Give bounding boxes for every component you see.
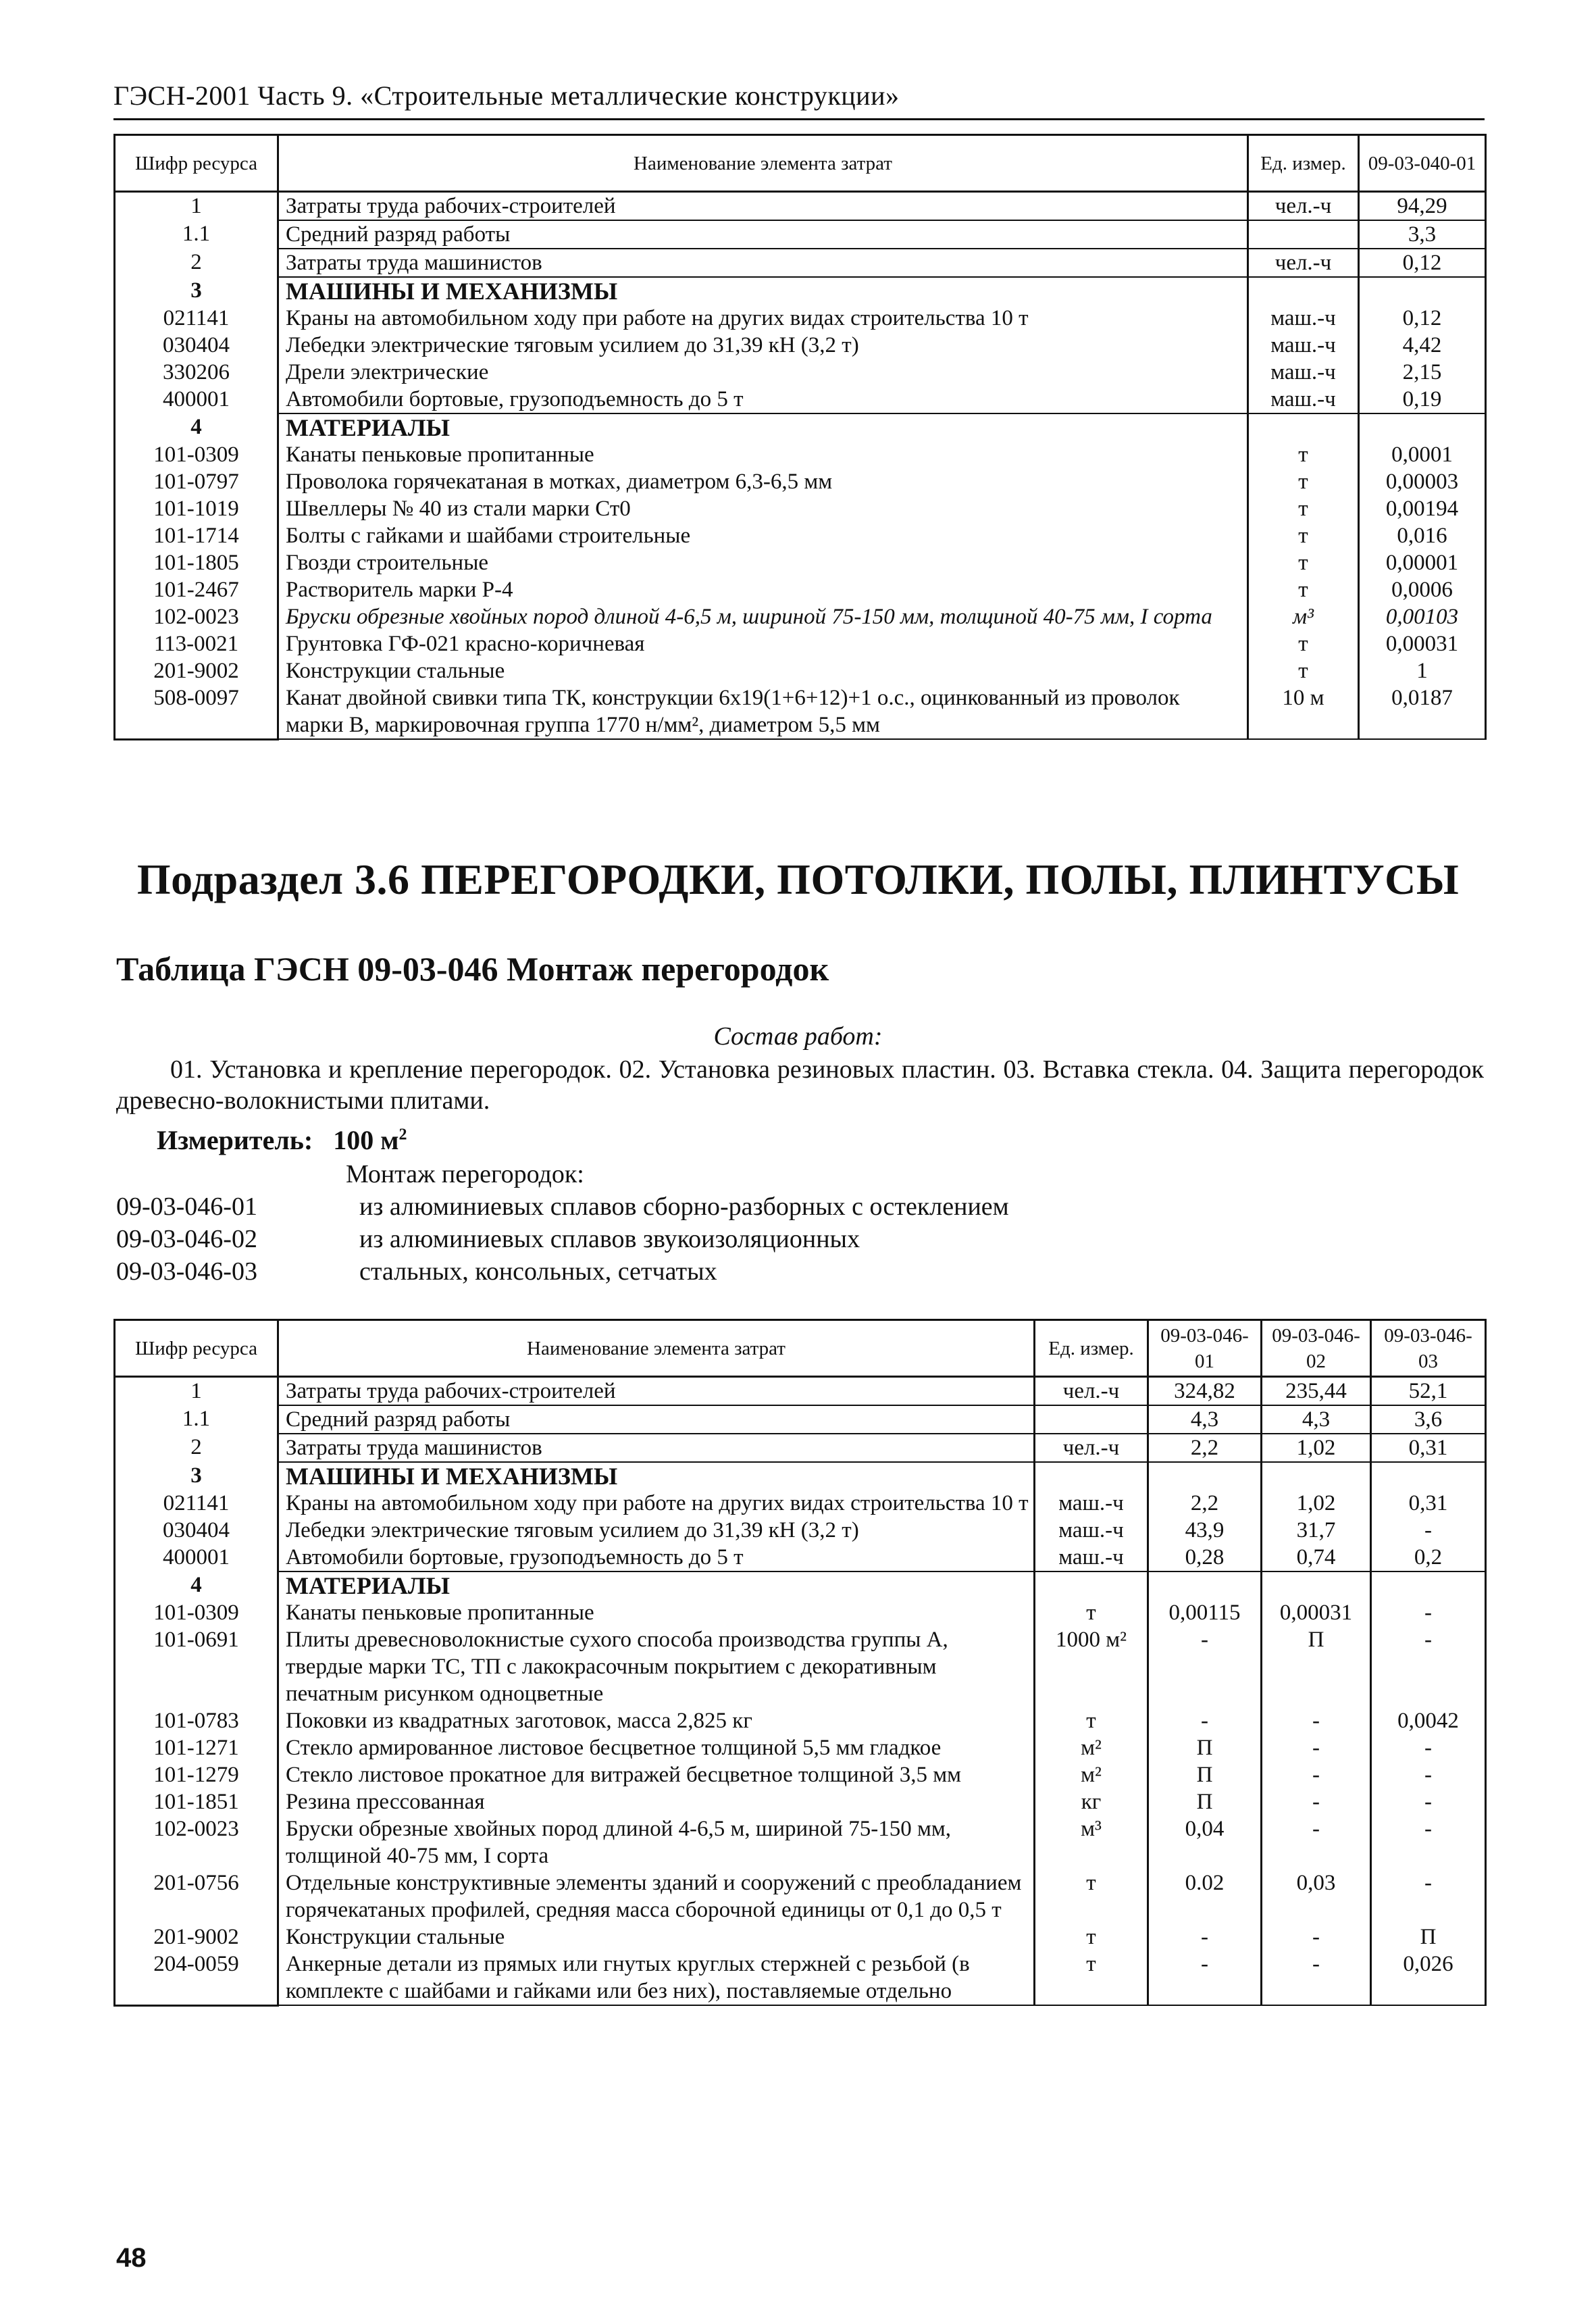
resource-name: Затраты труда рабочих-строителей [278,1377,1035,1406]
resource-name: Затраты труда рабочих-строителей [278,192,1248,221]
resource-value: 0,28 [1148,1544,1262,1571]
resource-name: Конструкции стальные [278,1923,1035,1951]
resource-value: 94,29 [1359,192,1486,221]
resource-unit: 1000 м² [1035,1626,1148,1707]
table-row [115,441,1486,468]
resource-code: 101-0691 [115,1626,278,1707]
table-row [115,220,1486,249]
table-row [115,1626,1486,1707]
table-row [115,1571,1486,1599]
izmeritel-sup: 2 [398,1126,407,1144]
resource-unit: т [1248,630,1359,657]
resource-value: 0,31 [1371,1434,1486,1462]
resource-code: 2 [115,249,278,277]
resource-value: 0,19 [1359,386,1486,413]
resource-value: 31,7 [1262,1517,1371,1544]
table-row [115,359,1486,386]
resource-name: Отдельные конструктивные элементы зданий и сооружений с преобладанием горячекатаных профилей, средняя масса сборочной единицы от 0,1 до 0,5 т [278,1869,1035,1923]
resource-name: Резина прессованная [278,1788,1035,1815]
page-number: 48 [116,2243,147,2273]
resource-value: 0,00001 [1359,549,1486,576]
column-header: 09-03-046-03 [1371,1320,1486,1377]
resource-name: Затраты труда машинистов [278,249,1248,277]
resource-value: - [1262,1734,1371,1761]
resource-value: 2,15 [1359,359,1486,386]
resource-code: 101-1271 [115,1734,278,1761]
resource-value: - [1371,1734,1486,1761]
resource-value: 0,2 [1371,1544,1486,1571]
resource-value: 4,3 [1262,1405,1371,1434]
table-row [115,1517,1486,1544]
resource-value: 0,00194 [1359,495,1486,522]
resource-unit [1035,1462,1148,1490]
resource-value: - [1148,1923,1262,1951]
resource-unit: т [1248,495,1359,522]
resource-unit: м³ [1035,1815,1148,1869]
resource-code: 102-0023 [115,1815,278,1869]
resource-value: 0,00115 [1148,1599,1262,1626]
resource-code: 113-0021 [115,630,278,657]
resource-unit [1248,413,1359,441]
table-row [115,684,1486,739]
resource-table-040 [113,134,1487,740]
resource-code: 330206 [115,359,278,386]
table-row [115,1434,1486,1462]
resource-unit: т [1035,1869,1148,1923]
resource-value: 0,016 [1359,522,1486,549]
resource-value: 0,12 [1359,249,1486,277]
running-header: ГЭСН-2001 Часть 9. «Строительные металлические конструкции» [113,80,900,111]
resource-value: 0,00031 [1262,1599,1371,1626]
resource-value: - [1262,1707,1371,1734]
table-row [115,576,1486,603]
resource-value: 3,3 [1359,220,1486,249]
resource-value [1359,277,1486,305]
resource-unit: т [1248,468,1359,495]
variant-desc: из алюминиевых сплавов звукоизоляционных [359,1225,860,1253]
resource-name: Автомобили бортовые, грузоподъемность до 5 т [278,1544,1035,1571]
resource-value: 3,6 [1371,1405,1486,1434]
resource-value [1262,1462,1371,1490]
table-row [115,413,1486,441]
resource-value: 2,2 [1148,1434,1262,1462]
column-header: Шифр ресурса [115,135,278,192]
resource-name: Стекло листовое прокатное для витражей бесцветное толщиной 3,5 мм [278,1761,1035,1788]
table-row [115,1815,1486,1869]
resource-value: - [1262,1923,1371,1951]
resource-name: Краны на автомобильном ходу при работе на других видах строительства 10 т [278,1490,1035,1517]
resource-value: 0,00031 [1359,630,1486,657]
resource-code: 400001 [115,1544,278,1571]
table-row [115,522,1486,549]
resource-unit: т [1248,441,1359,468]
resource-name: МАШИНЫ И МЕХАНИЗМЫ [278,277,1248,305]
resource-unit: маш.-ч [1248,332,1359,359]
resource-code: 1 [115,192,278,221]
resource-name: Грунтовка ГФ-021 красно-коричневая [278,630,1248,657]
resource-unit: т [1248,576,1359,603]
table-row [115,1923,1486,1951]
resource-name: Затраты труда машинистов [278,1434,1035,1462]
resource-value [1359,413,1486,441]
resource-value: 324,82 [1148,1377,1262,1406]
resource-code: 101-0783 [115,1707,278,1734]
resource-unit: чел.-ч [1035,1377,1148,1406]
resource-name: МАШИНЫ И МЕХАНИЗМЫ [278,1462,1035,1490]
resource-code: 021141 [115,1490,278,1517]
table-row [115,630,1486,657]
table-row [115,1377,1486,1406]
table-body [115,192,1486,740]
resource-name: Бруски обрезные хвойных пород длиной 4-6,5 м, шириной 75-150 мм, толщиной 40-75 мм, I сорта [278,603,1248,630]
resource-value: - [1371,1517,1486,1544]
column-header: Шифр ресурса [115,1320,278,1377]
table-row [115,332,1486,359]
column-header: Ед. измер. [1035,1320,1148,1377]
table-row [115,386,1486,413]
resource-value: - [1371,1761,1486,1788]
resource-name: Конструкции стальные [278,657,1248,684]
izmeritel-label: Измеритель: [157,1125,313,1155]
resource-code: 201-9002 [115,1923,278,1951]
resource-value: 0,04 [1148,1815,1262,1869]
resource-name: Болты с гайками и шайбами строительные [278,522,1248,549]
resource-code: 400001 [115,386,278,413]
resource-value: 0,0187 [1359,684,1486,739]
resource-unit: чел.-ч [1248,249,1359,277]
resource-unit: т [1035,1923,1148,1951]
resource-value: 43,9 [1148,1517,1262,1544]
header-rule [113,118,1485,120]
resource-name: Автомобили бортовые, грузоподъемность до 5 т [278,386,1248,413]
resource-name: Канаты пеньковые пропитанные [278,441,1248,468]
resource-unit [1035,1405,1148,1434]
column-header: 09-03-040-01 [1359,135,1486,192]
resource-unit: т [1035,1951,1148,2005]
resource-value: 0,0006 [1359,576,1486,603]
resource-value: 0,74 [1262,1544,1371,1571]
resource-unit: маш.-ч [1035,1517,1148,1544]
resource-code: 101-0309 [115,441,278,468]
resource-code: 101-1019 [115,495,278,522]
resource-value: 0,31 [1371,1490,1486,1517]
resource-value: - [1148,1707,1262,1734]
table-row [115,277,1486,305]
resource-unit: маш.-ч [1248,386,1359,413]
variant-code: 09-03-046-03 [116,1257,257,1286]
table-row [115,305,1486,332]
resource-name: Лебедки электрические тяговым усилием до 31,39 кН (3,2 т) [278,1517,1035,1544]
table-row [115,1788,1486,1815]
resource-value: 4,3 [1148,1405,1262,1434]
variant-desc: стальных, консольных, сетчатых [359,1257,717,1286]
variant-row [116,1257,717,1286]
resource-value: - [1262,1761,1371,1788]
montazh-label: Монтаж перегородок: [346,1160,584,1188]
izmeritel-value: 100 м [333,1125,399,1155]
resource-value: 0,00103 [1359,603,1486,630]
resource-value: - [1371,1626,1486,1707]
resource-value: 1 [1359,657,1486,684]
resource-unit [1035,1571,1148,1599]
resource-unit [1248,277,1359,305]
table-row [115,1951,1486,2005]
resource-code: 1.1 [115,1405,278,1434]
resource-code: 101-0797 [115,468,278,495]
resource-code: 201-9002 [115,657,278,684]
resource-code: 204-0059 [115,1951,278,2005]
table-row [115,192,1486,221]
resource-value: 235,44 [1262,1377,1371,1406]
resource-code: 030404 [115,332,278,359]
resource-value: 0,0042 [1371,1707,1486,1734]
resource-code: 3 [115,277,278,305]
column-header: 09-03-046-01 [1148,1320,1262,1377]
column-header: Ед. измер. [1248,135,1359,192]
resource-unit: чел.-ч [1248,192,1359,221]
resource-value: 0,00003 [1359,468,1486,495]
resource-code: 101-1279 [115,1761,278,1788]
resource-code: 101-0309 [115,1599,278,1626]
resource-value: П [1148,1734,1262,1761]
table-row [115,1761,1486,1788]
resource-name: Швеллеры № 40 из стали марки Ст0 [278,495,1248,522]
resource-name: Растворитель марки Р-4 [278,576,1248,603]
resource-value: - [1371,1599,1486,1626]
resource-name: Канат двойной свивки типа ТК, конструкции 6х19(1+6+12)+1 о.с., оцинкованный из проволок марки В, маркировочная группа 1770 н/мм², диаметром 5,5 мм [278,684,1248,739]
resource-unit: маш.-ч [1035,1490,1148,1517]
resource-code: 101-2467 [115,576,278,603]
table-row [115,1707,1486,1734]
resource-value: 0.02 [1148,1869,1262,1923]
resource-name: Поковки из квадратных заготовок, масса 2,825 кг [278,1707,1035,1734]
resource-value: П [1148,1788,1262,1815]
resource-value: - [1148,1951,1262,2005]
resource-name: Плиты древесноволокнистые сухого способа производства группы А, твердые марки ТС, ТП с лакокрасочным покрытием с декоративным печатным рисунком одноцветные [278,1626,1035,1707]
resource-code: 1.1 [115,220,278,249]
resource-code: 4 [115,413,278,441]
resource-unit: м² [1035,1761,1148,1788]
resource-value: 2,2 [1148,1490,1262,1517]
resource-value: - [1371,1869,1486,1923]
resource-value: 1,02 [1262,1490,1371,1517]
table-row [115,603,1486,630]
works-description: 01. Установка и крепление перегородок. 02. Установка резиновых пластин. 03. Вставка стекла. 04. Защита перегородок древесно-волокнистыми плитами. [116,1055,1484,1115]
sostav-label: Состав работ: [713,1022,883,1051]
resource-name: Стекло армированное листовое бесцветное толщиной 5,5 мм гладкое [278,1734,1035,1761]
variant-code: 09-03-046-01 [116,1192,257,1221]
resource-name: Дрели электрические [278,359,1248,386]
table-title: Таблица ГЭСН 09-03-046 Монтаж перегородок [116,950,829,988]
resource-unit: т [1248,549,1359,576]
table-row [115,1462,1486,1490]
resource-value: - [1262,1788,1371,1815]
resource-name: МАТЕРИАЛЫ [278,1571,1035,1599]
resource-unit: т [1035,1599,1148,1626]
resource-unit: маш.-ч [1248,305,1359,332]
resource-code: 201-0756 [115,1869,278,1923]
resource-name: Гвозди строительные [278,549,1248,576]
table-row [115,495,1486,522]
resource-name: Проволока горячекатаная в мотках, диаметром 6,3-6,5 мм [278,468,1248,495]
table-body [115,1377,1486,2006]
resource-unit: чел.-ч [1035,1434,1148,1462]
resource-value: П [1371,1923,1486,1951]
resource-value: - [1148,1626,1262,1707]
resource-code: 101-1851 [115,1788,278,1815]
resource-value [1262,1571,1371,1599]
resource-code: 508-0097 [115,684,278,739]
resource-value [1371,1571,1486,1599]
resource-code: 021141 [115,305,278,332]
resource-value [1371,1462,1486,1490]
resource-name: Средний разряд работы [278,220,1248,249]
resource-value: - [1262,1815,1371,1869]
resource-value [1148,1571,1262,1599]
table-row [115,468,1486,495]
table-row [115,1599,1486,1626]
table-row [115,1869,1486,1923]
resource-value: - [1262,1951,1371,2005]
resource-unit: 10 м [1248,684,1359,739]
resource-name: Бруски обрезные хвойных пород длиной 4-6,5 м, шириной 75-150 мм, толщиной 40-75 мм, I сорта [278,1815,1035,1869]
resource-code: 2 [115,1434,278,1462]
resource-unit: маш.-ч [1248,359,1359,386]
resource-value: 1,02 [1262,1434,1371,1462]
resource-code: 101-1805 [115,549,278,576]
resource-value: 0,0001 [1359,441,1486,468]
resource-value: 0,12 [1359,305,1486,332]
resource-value: П [1262,1626,1371,1707]
variant-code: 09-03-046-02 [116,1225,257,1253]
resource-code: 101-1714 [115,522,278,549]
table-row [115,1734,1486,1761]
resource-unit: м³ [1248,603,1359,630]
izmeritel [157,1124,407,1156]
resource-value: 0,03 [1262,1869,1371,1923]
variant-row [116,1192,1009,1222]
variant-desc: из алюминиевых сплавов сборно-разборных с остеклением [359,1192,1009,1221]
table-row [115,249,1486,277]
resource-unit: т [1248,522,1359,549]
resource-unit: кг [1035,1788,1148,1815]
table-row [115,1544,1486,1571]
resource-unit: т [1035,1707,1148,1734]
resource-value: 4,42 [1359,332,1486,359]
resource-name: Краны на автомобильном ходу при работе на других видах строительства 10 т [278,305,1248,332]
table-row [115,657,1486,684]
resource-name: Средний разряд работы [278,1405,1035,1434]
resource-unit: м² [1035,1734,1148,1761]
resource-name: МАТЕРИАЛЫ [278,413,1248,441]
subsection-title: Подраздел 3.6 ПЕРЕГОРОДКИ, ПОТОЛКИ, ПОЛЫ, ПЛИНТУСЫ [136,855,1460,903]
table-row [115,1490,1486,1517]
resource-table-046 [113,1319,1487,2007]
resource-name: Анкерные детали из прямых или гнутых круглых стержней с резьбой (в комплекте с шайбами и гайками или без них), поставляемые отдельно [278,1951,1035,2005]
column-header: 09-03-046-02 [1262,1320,1371,1377]
resource-value: 0,026 [1371,1951,1486,2005]
resource-value: - [1371,1788,1486,1815]
resource-value: 52,1 [1371,1377,1486,1406]
resource-unit [1248,220,1359,249]
resource-name: Канаты пеньковые пропитанные [278,1599,1035,1626]
resource-code: 1 [115,1377,278,1406]
variant-row [116,1224,860,1254]
resource-code: 030404 [115,1517,278,1544]
resource-name: Лебедки электрические тяговым усилием до 31,39 кН (3,2 т) [278,332,1248,359]
resource-unit: т [1248,657,1359,684]
resource-value: - [1371,1815,1486,1869]
resource-value [1148,1462,1262,1490]
resource-value: П [1148,1761,1262,1788]
table-row [115,549,1486,576]
resource-code: 3 [115,1462,278,1490]
column-header: Наименование элемента затрат [278,135,1248,192]
column-header: Наименование элемента затрат [278,1320,1035,1377]
resource-unit: маш.-ч [1035,1544,1148,1571]
resource-code: 4 [115,1571,278,1599]
table-row [115,1405,1486,1434]
resource-code: 102-0023 [115,603,278,630]
